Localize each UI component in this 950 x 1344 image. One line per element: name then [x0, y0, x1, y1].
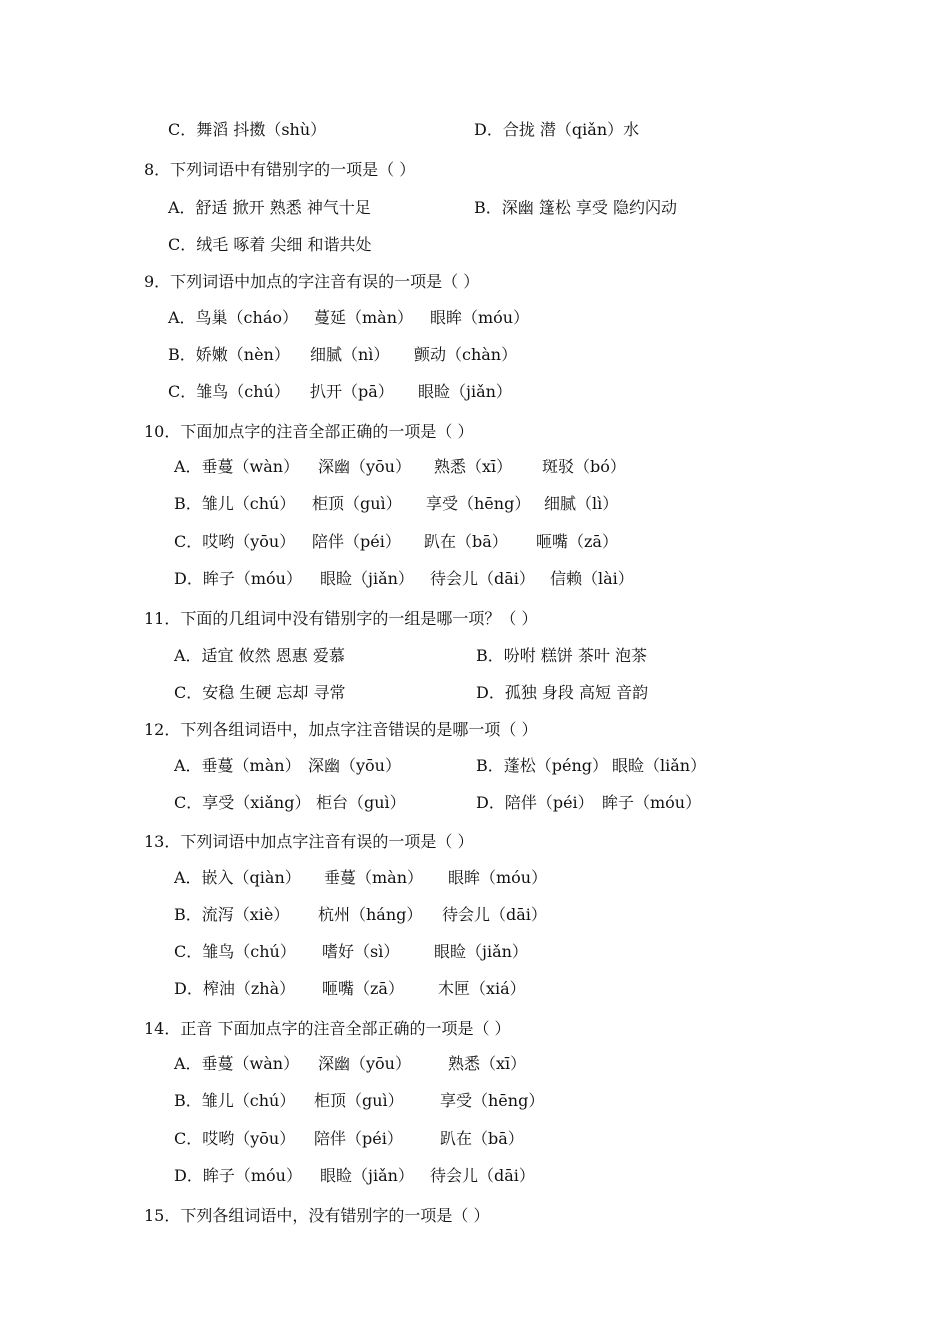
- option-text: B．雏儿（chú）: [174, 1091, 296, 1110]
- option-text: 待会儿（dāi）: [430, 1166, 535, 1185]
- option-text: 眼睑（jiǎn）: [418, 382, 512, 401]
- option-line: [0, 754, 950, 778]
- option-text: 趴在（bā）: [424, 532, 508, 551]
- option-text: 垂蔓（màn）: [324, 868, 424, 887]
- option-line: [0, 791, 950, 815]
- option-text: 咂嘴（zā）: [536, 532, 618, 551]
- question-line: [0, 158, 950, 182]
- option-text: 趴在（bā）: [440, 1129, 524, 1148]
- option-text: 熟悉（xī）: [434, 457, 513, 476]
- option-text: 柜顶（guì）: [312, 494, 402, 513]
- question-line: [0, 718, 950, 742]
- option-text: 杭州（háng）: [318, 905, 423, 924]
- option-text: 柜台（guì）: [316, 793, 406, 812]
- question-text: 8．下列词语中有错别字的一项是（ ）: [144, 160, 416, 179]
- option-line: [0, 940, 950, 964]
- option-text: 眸子（móu）: [602, 793, 702, 812]
- option-text: 嗜好（sì）: [322, 942, 400, 961]
- option-text: D．眸子（móu）: [174, 1166, 302, 1185]
- option-text: C．绒毛 啄着 尖细 和谐共处: [168, 235, 372, 254]
- option-line: [0, 1052, 950, 1076]
- question-line: [0, 1017, 950, 1041]
- option-text: A．嵌入（qiàn）: [174, 868, 301, 887]
- option-text: 享受（hēng）: [426, 494, 531, 513]
- question-line: [0, 607, 950, 631]
- option-text: 深幽（yōu）: [308, 756, 401, 775]
- option-text: B．深幽 篷松 享受 隐约闪动: [474, 198, 678, 217]
- option-text: C．雏鸟（chú）: [168, 382, 290, 401]
- option-line: [0, 866, 950, 890]
- option-line: [0, 644, 950, 668]
- question-text: 14．正音 下面加点字的注音全部正确的一项是（ ）: [144, 1019, 511, 1038]
- question-line: [0, 1204, 950, 1228]
- option-text: A．垂蔓（wàn）: [174, 1054, 300, 1073]
- option-text: B．流泻（xiè）: [174, 905, 290, 924]
- option-line: [0, 681, 950, 705]
- option-text: B．娇嫩（nèn）: [168, 345, 290, 364]
- option-text: 眼睑（jiǎn）: [434, 942, 528, 961]
- option-text: 陪伴（péi）: [314, 1129, 403, 1148]
- option-line: [0, 196, 950, 220]
- option-text: C．哎哟（yōu）: [174, 532, 296, 551]
- option-line: [0, 306, 950, 330]
- option-text: 待会儿（dāi）: [442, 905, 547, 924]
- option-text: A．垂蔓（màn）: [174, 756, 301, 775]
- option-text: 熟悉（xī）: [448, 1054, 527, 1073]
- option-line: [0, 380, 950, 404]
- option-text: 木匣（xiá）: [438, 979, 526, 998]
- option-text: D．孤独 身段 高短 音韵: [476, 683, 649, 702]
- question-line: [0, 270, 950, 294]
- question-text: 10．下面加点字的注音全部正确的一项是（ ）: [144, 422, 474, 441]
- option-text: D．眸子（móu）: [174, 569, 302, 588]
- option-text: C．安稳 生硬 忘却 寻常: [174, 683, 346, 702]
- option-line: [0, 977, 950, 1001]
- option-text: C．享受（xiǎng）: [174, 793, 311, 812]
- question-text: 9．下列词语中加点的字注音有误的一项是（ ）: [144, 272, 480, 291]
- option-text: B．蓬松（péng）: [476, 756, 609, 775]
- option-text: 眼睑（liǎn）: [612, 756, 707, 775]
- option-text: 咂嘴（zā）: [322, 979, 404, 998]
- option-text: 眼睑（jiǎn）: [320, 1166, 414, 1185]
- option-text: A．适宜 攸然 恩惠 爱慕: [174, 646, 345, 665]
- option-line: [0, 530, 950, 554]
- question-line: [0, 830, 950, 854]
- option-text: 眼眸（móu）: [430, 308, 530, 327]
- option-line: [0, 492, 950, 516]
- option-text: 细腻（lì）: [544, 494, 619, 513]
- question-text: 15．下列各组词语中，没有错别字的一项是（ ）: [144, 1206, 490, 1225]
- option-text: 斑驳（bó）: [542, 457, 626, 476]
- option-text: 眼眸（móu）: [448, 868, 548, 887]
- option-text: 细腻（nì）: [310, 345, 390, 364]
- option-line: [0, 1127, 950, 1151]
- option-text: D．陪伴（péi）: [476, 793, 594, 812]
- option-text: 待会儿（dāi）: [430, 569, 535, 588]
- option-line: [0, 118, 950, 142]
- option-text: D．榨油（zhà）: [174, 979, 296, 998]
- option-text: C．舞滔 抖擞（shù）: [168, 120, 327, 139]
- option-text: 眼睑（jiǎn）: [320, 569, 414, 588]
- option-text: 蔓延（màn）: [314, 308, 414, 327]
- option-text: 享受（hēng）: [440, 1091, 545, 1110]
- option-text: 柜顶（guì）: [314, 1091, 404, 1110]
- option-line: [0, 455, 950, 479]
- option-text: 深幽（yōu）: [318, 457, 411, 476]
- option-line: [0, 233, 950, 257]
- option-text: 颤动（chàn）: [414, 345, 518, 364]
- option-text: D．合拢 潜（qiǎn）水: [474, 120, 640, 139]
- option-text: C．雏鸟（chú）: [174, 942, 296, 961]
- option-text: 信赖（lài）: [550, 569, 634, 588]
- option-line: [0, 567, 950, 591]
- option-line: [0, 1164, 950, 1188]
- option-line: [0, 1089, 950, 1113]
- question-line: [0, 420, 950, 444]
- option-text: B．雏儿（chú）: [174, 494, 296, 513]
- option-text: 扒开（pā）: [310, 382, 394, 401]
- option-line: [0, 343, 950, 367]
- option-text: C．哎哟（yōu）: [174, 1129, 296, 1148]
- option-text: A．舒适 掀开 熟悉 神气十足: [168, 198, 371, 217]
- option-text: 陪伴（péi）: [312, 532, 401, 551]
- question-text: 13．下列词语中加点字注音有误的一项是（ ）: [144, 832, 474, 851]
- question-text: 12．下列各组词语中，加点字注音错误的是哪一项（ ）: [144, 720, 538, 739]
- option-text: B．吩咐 糕饼 茶叶 泡茶: [476, 646, 648, 665]
- option-line: [0, 903, 950, 927]
- option-text: 深幽（yōu）: [318, 1054, 411, 1073]
- option-text: A．垂蔓（wàn）: [174, 457, 300, 476]
- option-text: A．鸟巢（cháo）: [168, 308, 298, 327]
- question-text: 11．下面的几组词中没有错别字的一组是哪一项？（ ）: [144, 609, 538, 628]
